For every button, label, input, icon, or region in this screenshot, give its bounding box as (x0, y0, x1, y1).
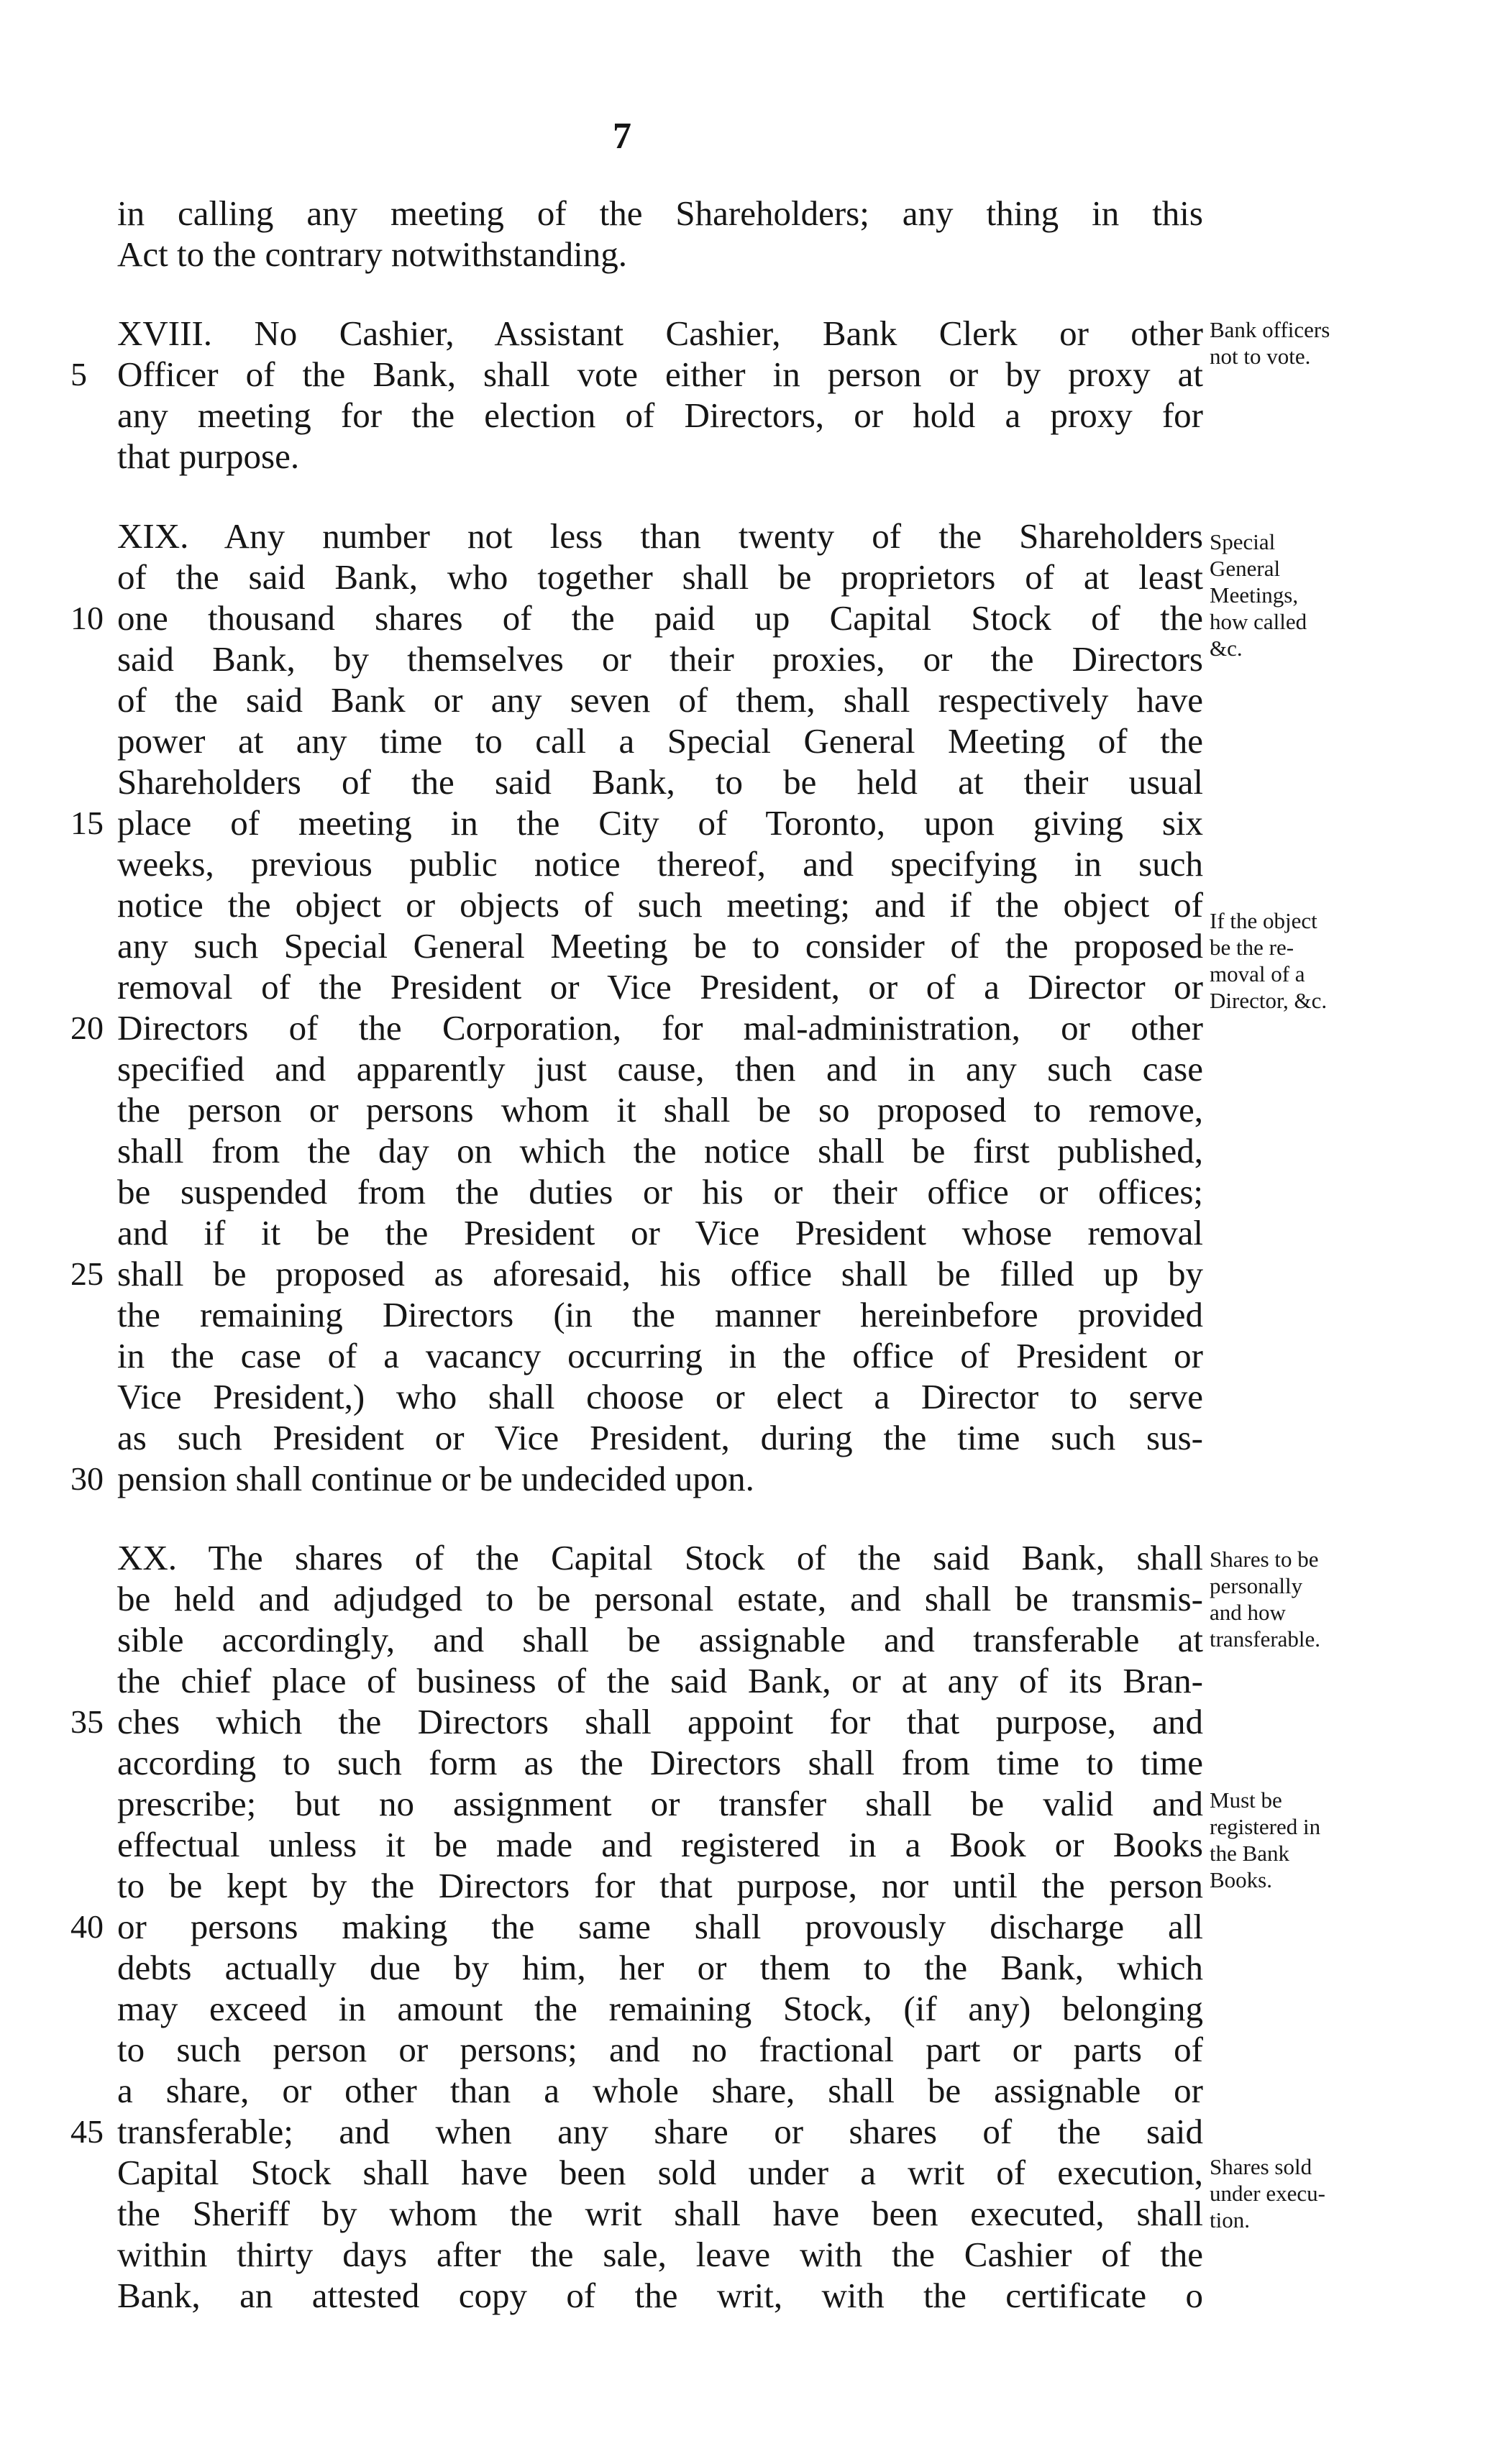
text-line: the person or persons whom it shall be so proposed to remove, (117, 1090, 1203, 1130)
text-line: power at any time to call a Special General Meeting of the (117, 721, 1203, 761)
text-line: prescribe; but no assignment or transfer shall be valid and (117, 1784, 1203, 1823)
text-line: XX. The shares of the Capital Stock of the said Bank, shall (117, 1538, 1203, 1577)
line-number: 45 (70, 2113, 104, 2150)
text-line: within thirty days after the sale, leave with the Cashier of the (117, 2235, 1203, 2274)
text-line: may exceed in amount the remaining Stock, (if any) belonging (117, 1989, 1203, 2028)
margin-note-line: be the re- (1210, 935, 1294, 960)
margin-note-line: registered in (1210, 1814, 1321, 1839)
text-line: pension shall continue or be undecided upon. (117, 1459, 754, 1498)
text-line: shall from the day on which the notice shall be first published, (117, 1131, 1203, 1171)
margin-note-line: and how (1210, 1600, 1286, 1625)
margin-note-line: Meetings, (1210, 582, 1299, 608)
text-line: specified and apparently just cause, then and in any such case (117, 1049, 1203, 1089)
text-line: Bank, an attested copy of the writ, with the certificate o (117, 2276, 1203, 2315)
text-line: shall be proposed as aforesaid, his office shall be filled up by (117, 1254, 1203, 1293)
margin-note (1210, 2153, 1447, 2233)
text-line: or persons making the same shall provously discharge all (117, 1907, 1203, 1946)
text-line: any such Special General Meeting be to consider of the proposed (117, 926, 1203, 966)
margin-note-line: If the object (1210, 908, 1317, 933)
text-line: one thousand shares of the paid up Capital Stock of the (117, 598, 1203, 638)
text-line: weeks, previous public notice thereof, and specifying in such (117, 844, 1203, 884)
margin-note-line: transferable. (1210, 1626, 1321, 1652)
text-line: be held and adjudged to be personal estate, and shall be transmis- (117, 1579, 1203, 1618)
text-line: place of meeting in the City of Toronto, upon giving six (117, 803, 1203, 843)
text-line: in calling any meeting of the Shareholders; any thing in this (117, 193, 1203, 233)
text-line: the chief place of business of the said Bank, or at any of its Bran- (117, 1661, 1203, 1700)
text-line: effectual unless it be made and registered in a Book or Books (117, 1825, 1203, 1864)
margin-note (1210, 316, 1447, 370)
text-line: Shareholders of the said Bank, to be held at their usual (117, 762, 1203, 802)
line-number: 25 (70, 1255, 104, 1292)
text-line: be suspended from the duties or his or their office or offices; (117, 1172, 1203, 1212)
text-line: to be kept by the Directors for that purpose, nor until the person (117, 1866, 1203, 1905)
margin-note-line: Must be (1210, 1787, 1282, 1813)
margin-note-line: not to vote. (1210, 344, 1311, 369)
margin-note-line: Director, &c. (1210, 988, 1328, 1013)
text-line: of the said Bank or any seven of them, shall respectively have (117, 680, 1203, 720)
margin-note (1210, 907, 1447, 1014)
text-line: Capital Stock shall have been sold under a writ of execution, (117, 2153, 1203, 2192)
text-line: Officer of the Bank, shall vote either in person or by proxy at (117, 354, 1203, 394)
line-number: 35 (70, 1703, 104, 1740)
margin-note (1210, 1546, 1447, 1652)
text-line: to such person or persons; and no fractional part or parts of (117, 2030, 1203, 2069)
margin-note (1210, 1787, 1447, 1893)
margin-note-line: Shares sold (1210, 2154, 1312, 2179)
line-number: 30 (70, 1460, 104, 1497)
text-line: of the said Bank, who together shall be proprietors of at least (117, 557, 1203, 597)
text-line: XVIII. No Cashier, Assistant Cashier, Bank Clerk or other (117, 313, 1203, 353)
margin-note (1210, 528, 1447, 661)
margin-note-line: tion. (1210, 2207, 1250, 2232)
margin-note-line: General (1210, 556, 1281, 581)
text-line: ches which the Directors shall appoint for that purpose, and (117, 1702, 1203, 1741)
text-line: the remaining Directors (in the manner hereinbefore provided (117, 1295, 1203, 1334)
line-number: 15 (70, 805, 104, 841)
line-number: 20 (70, 1009, 104, 1046)
text-line: transferable; and when any share or shares of the said (117, 2112, 1203, 2151)
line-number: 5 (70, 356, 87, 393)
margin-note-line: Shares to be (1210, 1547, 1319, 1572)
text-line: XIX. Any number not less than twenty of the Shareholders (117, 516, 1203, 556)
text-line: a share, or other than a whole share, shall be assignable or (117, 2071, 1203, 2110)
text-line: sible accordingly, and shall be assignable and transferable at (117, 1620, 1203, 1659)
text-line: Vice President,) who shall choose or elect a Director to serve (117, 1377, 1203, 1416)
margin-note-line: how called (1210, 609, 1307, 634)
text-line: in the case of a vacancy occurring in the office of President or (117, 1336, 1203, 1375)
margin-note-line: &c. (1210, 636, 1243, 661)
text-line: and if it be the President or Vice President whose removal (117, 1213, 1203, 1252)
line-number: 40 (70, 1908, 104, 1945)
text-line: notice the object or objects of such meeting; and if the object of (117, 885, 1203, 925)
text-line: Act to the contrary notwithstanding. (117, 234, 627, 274)
text-line: as such President or Vice President, during the time such sus- (117, 1418, 1203, 1457)
text-line: any meeting for the election of Directors, or hold a proxy for (117, 395, 1203, 435)
margin-note-line: personally (1210, 1573, 1303, 1598)
text-line: the Sheriff by whom the writ shall have been executed, shall (117, 2194, 1203, 2233)
margin-note-line: Books. (1210, 1867, 1272, 1892)
text-line: removal of the President or Vice President, or of a Director or (117, 967, 1203, 1007)
margin-note-line: Bank officers (1210, 317, 1330, 342)
text-line: Directors of the Corporation, for mal-administration, or other (117, 1008, 1203, 1048)
margin-note-line: the Bank (1210, 1841, 1290, 1866)
text-line: that purpose. (117, 436, 300, 476)
text-line: said Bank, by themselves or their proxies, or the Directors (117, 639, 1203, 679)
margin-note-line: under execu- (1210, 2181, 1325, 2206)
line-number: 10 (70, 600, 104, 636)
text-line: debts actually due by him, her or them to the Bank, which (117, 1948, 1203, 1987)
page-number: 7 (613, 116, 631, 157)
margin-note-line: moval of a (1210, 961, 1305, 986)
text-line: according to such form as the Directors shall from time to time (117, 1743, 1203, 1782)
margin-note-line: Special (1210, 529, 1276, 554)
